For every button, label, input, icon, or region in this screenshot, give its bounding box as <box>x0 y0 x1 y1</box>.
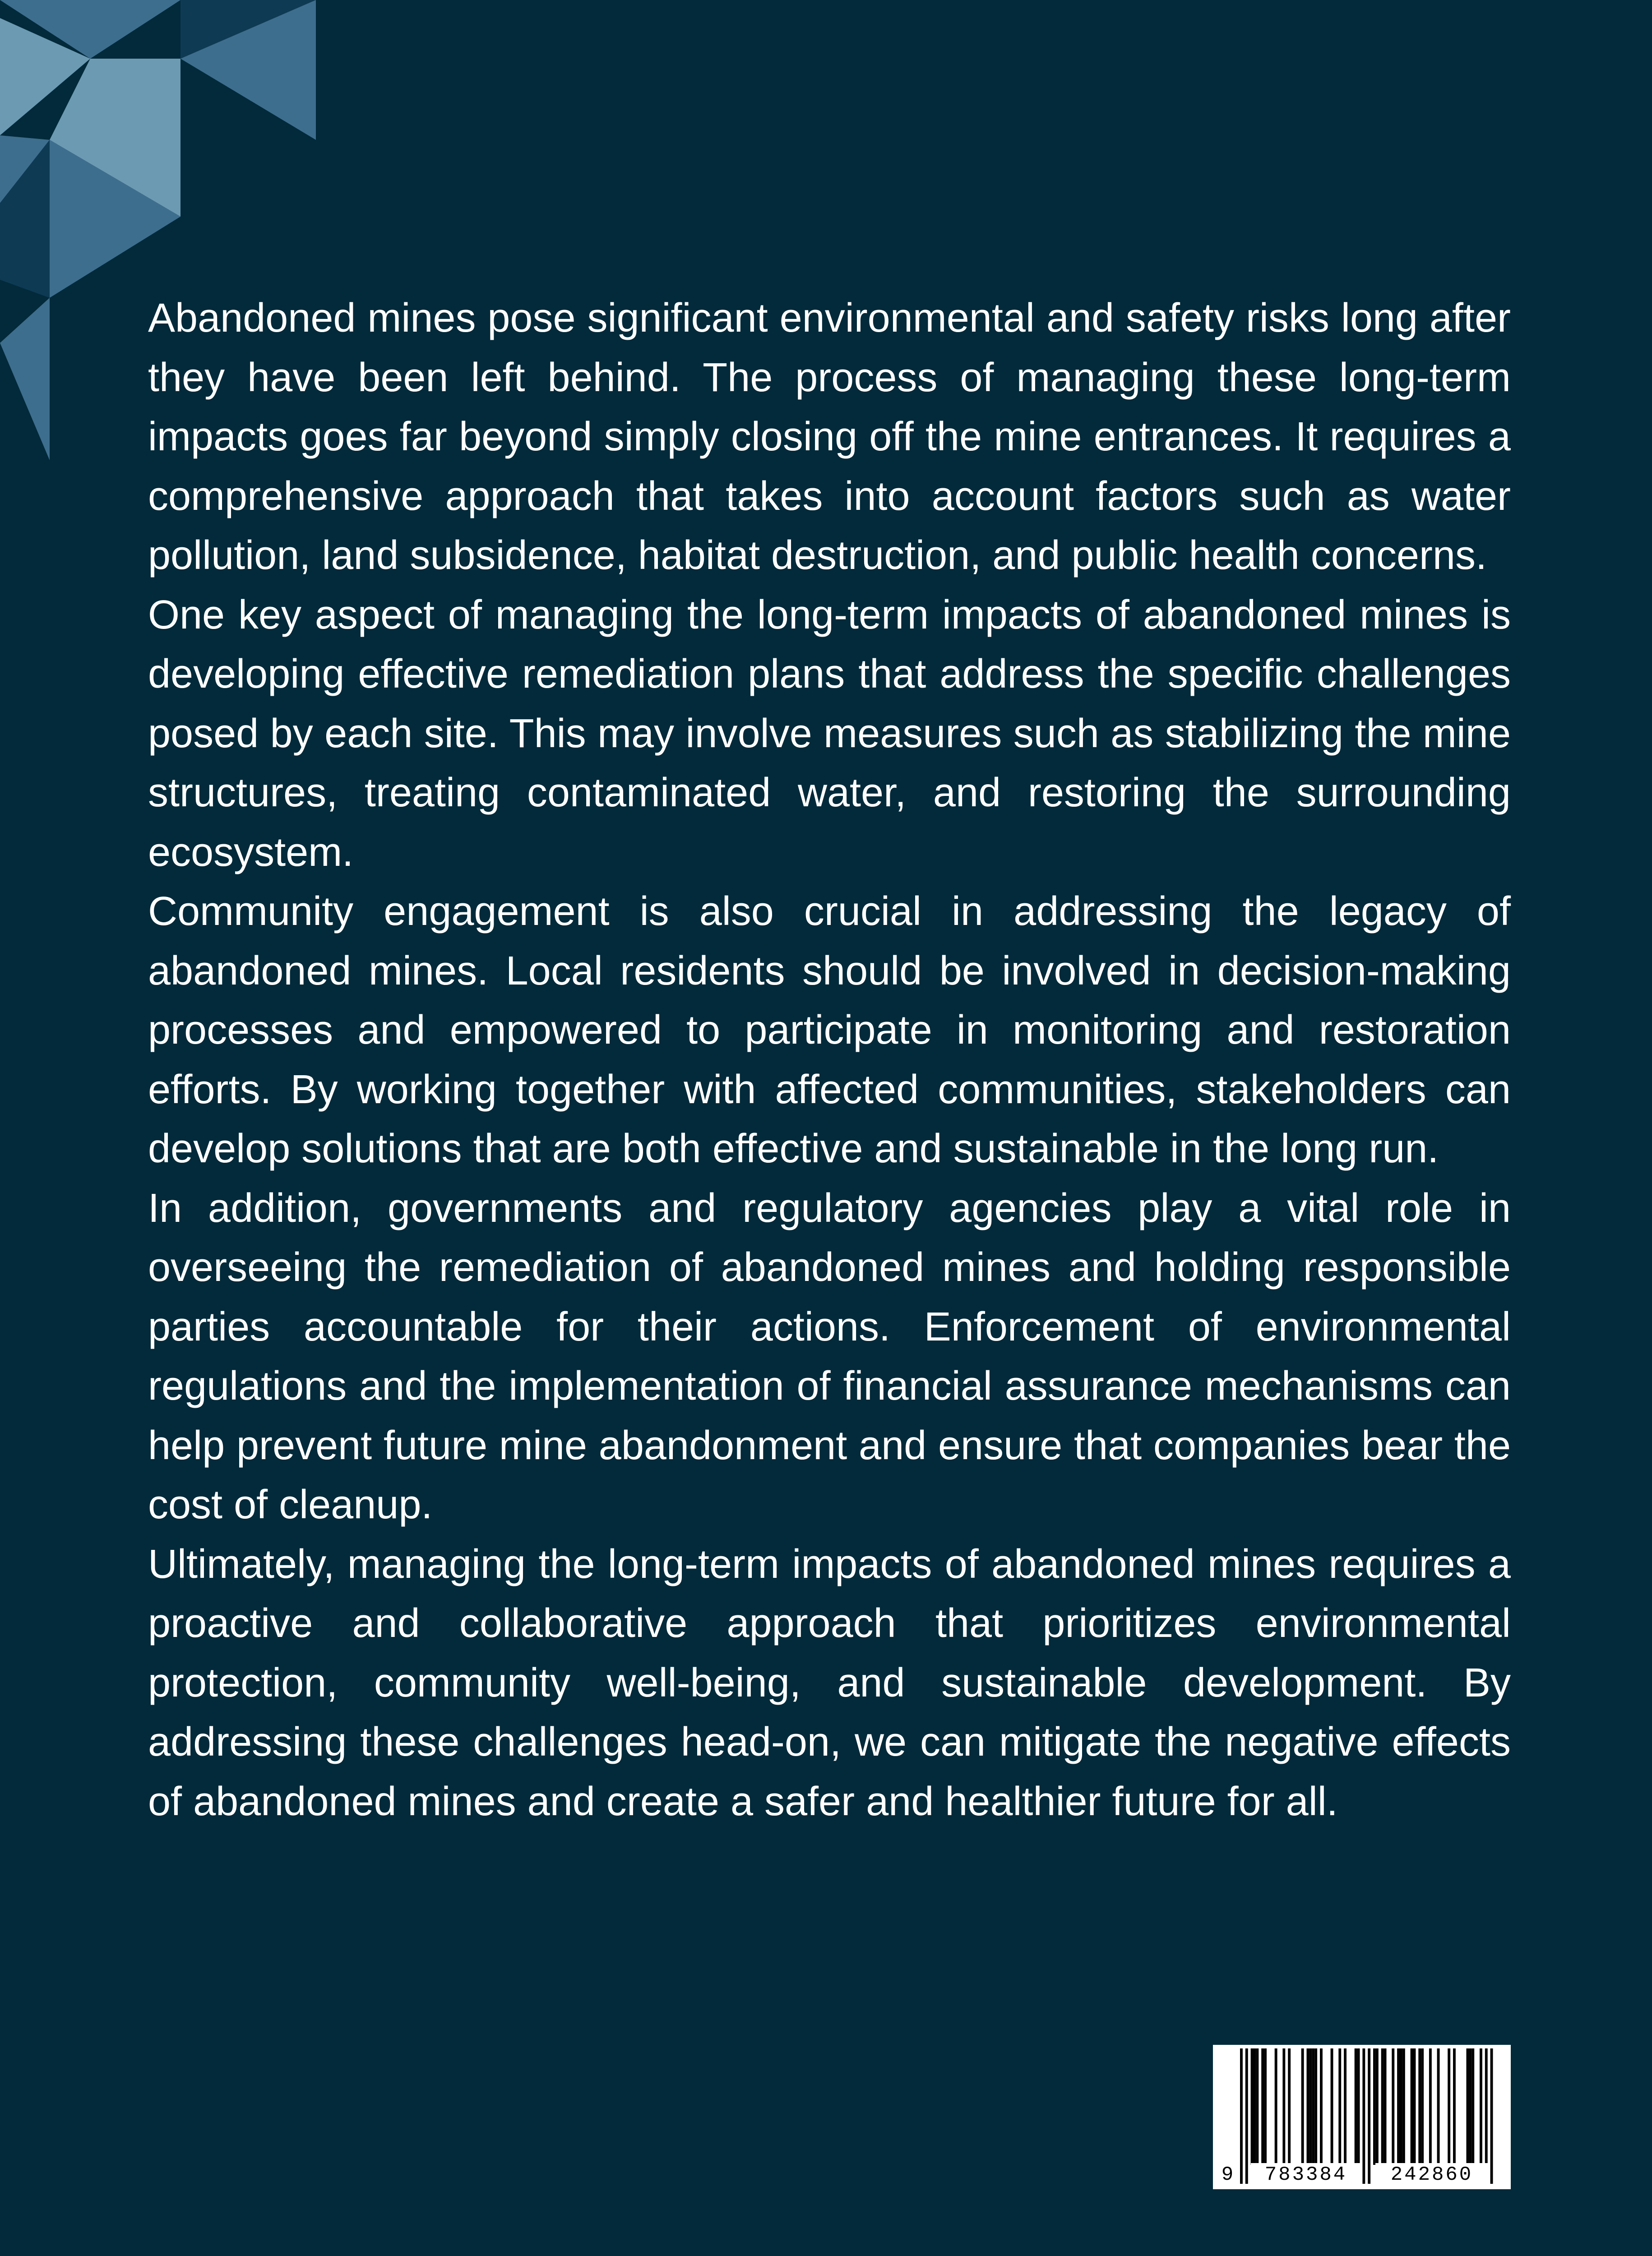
barcode-bar <box>1309 2048 1312 2165</box>
barcode-bar <box>1421 2048 1424 2165</box>
barcode-bar <box>1411 2048 1413 2165</box>
barcode-bar <box>1469 2048 1472 2165</box>
blurb-paragraph: One key aspect of managing the long-term impacts of abandoned mines is developing effective remediation plans that address the specific challenges posed by each site. This may involve measures such as stabilizing the mine structures, treating contaminated water, and restoring the surrounding ecosystem. <box>148 592 1511 875</box>
barcode-bar <box>1362 2048 1365 2184</box>
barcode-bar <box>1357 2048 1360 2165</box>
barcode-bar <box>1307 2048 1310 2165</box>
barcode-bar <box>1402 2048 1405 2165</box>
barcode-bar <box>1256 2048 1259 2165</box>
barcode-bar <box>1429 2048 1432 2165</box>
barcode-bar <box>1467 2048 1469 2165</box>
blurb-paragraph: Ultimately, managing the long-term impacts of abandoned mines requires a proactive and collaborative approach that prioritizes environmental protection, community well-being, and sustainable development. By addressing these challenges head-on, we can mitigate the negative effects of abandoned mines and create a safer and healthier future for all. <box>148 1541 1511 1824</box>
barcode-right-digits: 242860 <box>1375 2163 1488 2187</box>
barcode-bar <box>1282 2048 1285 2165</box>
barcode-bar <box>1254 2048 1256 2165</box>
blurb-paragraph: Abandoned mines pose significant environmental and safety risks long after they have been left behind. The process of managing these long-term impacts goes far beyond simply closing off the mine entrances. It requires a comprehensive approach that takes into account factors such as water pollution, land subsidence, habitat destruction, and public health concerns. <box>148 296 1511 578</box>
barcode-bar <box>1314 2048 1317 2165</box>
barcode-bar <box>1240 2048 1243 2184</box>
barcode-left-digits: 783384 <box>1251 2163 1361 2187</box>
barcode-bar <box>1376 2048 1379 2165</box>
blurb-paragraph: Community engagement is also crucial in addressing the legacy of abandoned mines. Local residents should be involved in decision-making processes and empowered to participate in monitoring and restoration efforts. By working together with affected communities, stakeholders can develop solutions that are both effective and sustainable in the long run. <box>148 889 1511 1171</box>
triangle-shape <box>0 298 50 460</box>
barcode-bar <box>1368 2048 1370 2184</box>
barcode-bar <box>1453 2048 1456 2165</box>
barcode-bar <box>1261 2048 1264 2165</box>
barcode-bar <box>1373 2048 1376 2165</box>
back-cover-blurb <box>148 289 1511 1831</box>
barcode-bar <box>1331 2048 1333 2165</box>
barcode-bar <box>1355 2048 1357 2165</box>
barcode-bar <box>1381 2048 1384 2165</box>
barcode-bar <box>1437 2048 1440 2165</box>
blurb-paragraph: In addition, governments and regulatory agencies play a vital role in overseeing the remediation of abandoned mines and holding responsible parties accountable for their actions. Enforcement of environmental regulations and the implementation of financial assurance mechanisms can help prevent future mine abandonment and ensure that companies bear the cost of cleanup. <box>148 1185 1511 1527</box>
barcode-bar <box>1251 2048 1254 2165</box>
barcode-bar <box>1472 2048 1474 2165</box>
barcode-bar <box>1480 2048 1482 2165</box>
barcode-bar <box>1338 2048 1341 2165</box>
barcode-bar <box>1264 2048 1267 2165</box>
barcode-bar <box>1301 2048 1304 2165</box>
barcode-bar <box>1490 2048 1493 2184</box>
barcode-bar <box>1288 2048 1291 2165</box>
barcode-bar <box>1448 2048 1450 2165</box>
barcode-bar <box>1384 2048 1387 2165</box>
isbn-barcode <box>1213 2045 1511 2189</box>
barcode-prefix-digit: 9 <box>1219 2163 1236 2187</box>
barcode-bar <box>1400 2048 1402 2165</box>
barcode-bar <box>1275 2048 1277 2165</box>
barcode-bar <box>1312 2048 1314 2165</box>
barcode-bar <box>1397 2048 1400 2165</box>
barcode-bar <box>1418 2048 1421 2165</box>
barcode-bar <box>1245 2048 1248 2184</box>
barcode-bar <box>1320 2048 1323 2165</box>
barcode-bar <box>1413 2048 1416 2165</box>
barcode-bar <box>1392 2048 1394 2165</box>
barcode-bar <box>1344 2048 1347 2165</box>
